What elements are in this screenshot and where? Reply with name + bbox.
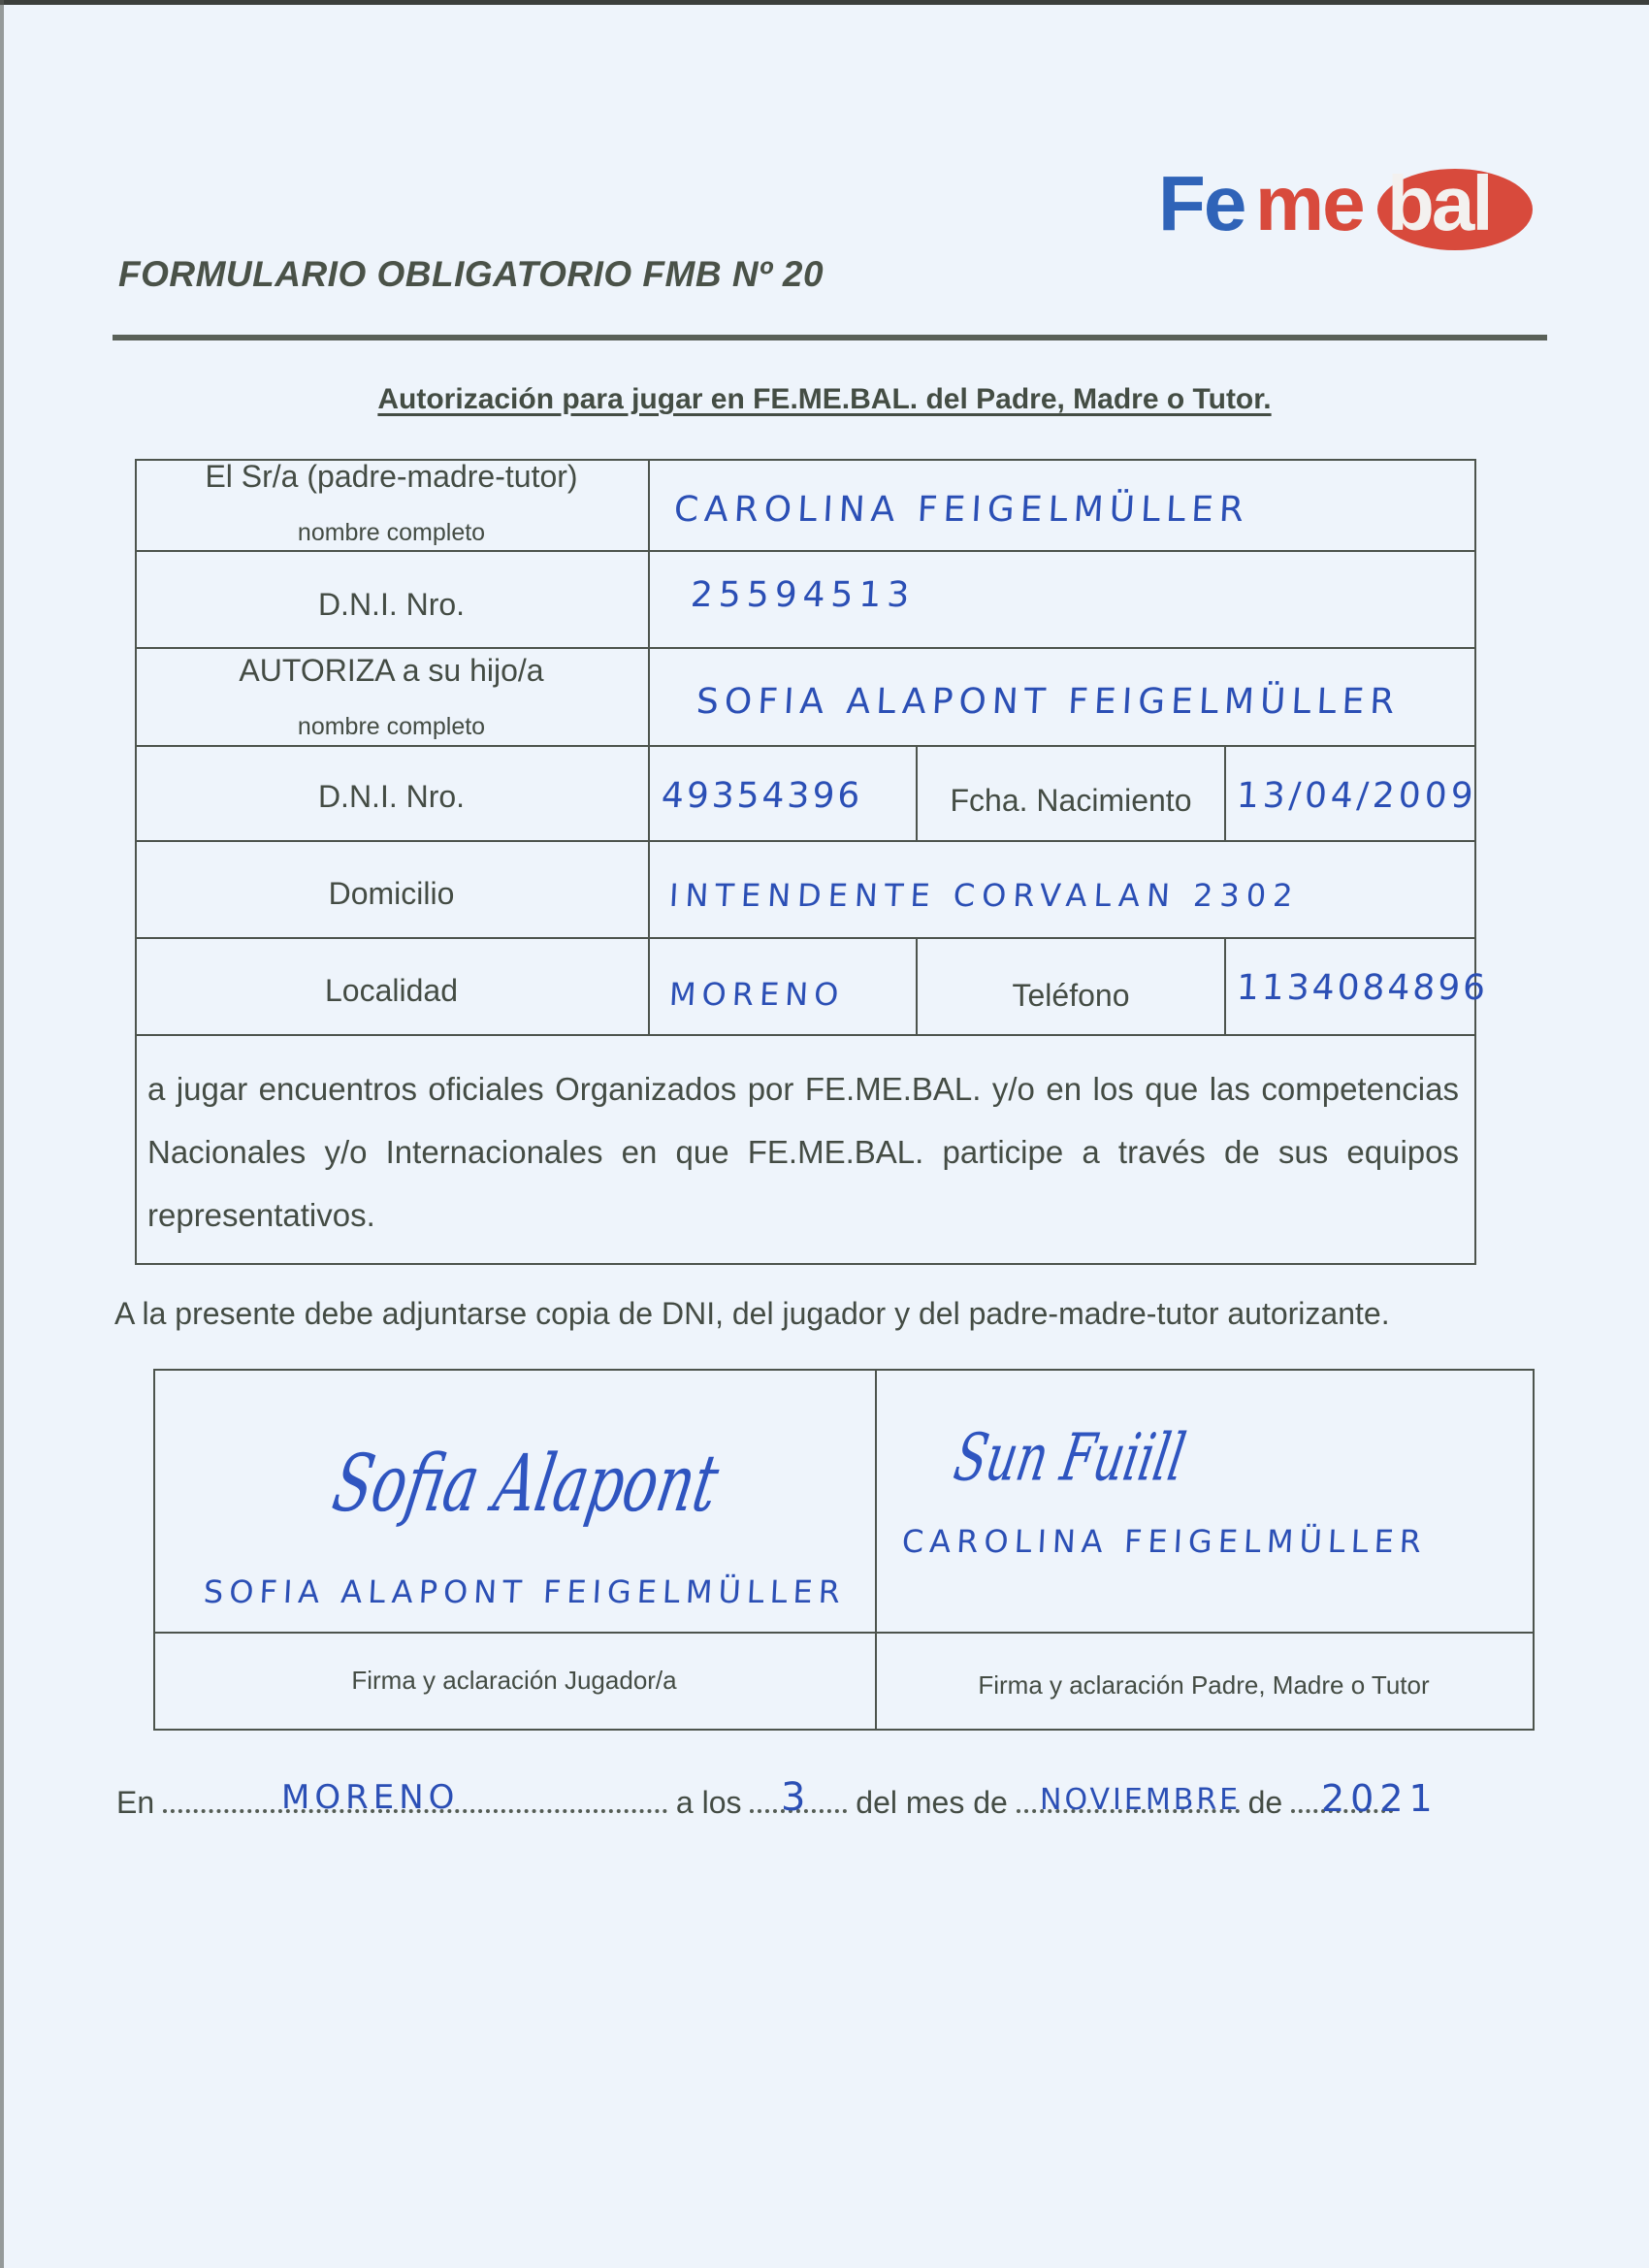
player-signature[interactable]: Sofia Alapont [326, 1437, 726, 1530]
logo-text-fe: Fe [1158, 160, 1245, 246]
guardian-dni-field[interactable]: 25594513 [689, 575, 917, 615]
table-divider [153, 1632, 1535, 1634]
address-field[interactable]: INTENDENTE CORVALAN 2302 [668, 877, 1301, 914]
player-signature-caption: Firma y aclaración Jugador/a [351, 1666, 677, 1695]
title-rule [113, 335, 1547, 340]
mes-label: del mes de [856, 1785, 1008, 1820]
table-divider [648, 459, 650, 1036]
month-field[interactable]: NOVIEMBRE [1040, 1783, 1242, 1817]
logo-text-me: me [1255, 160, 1364, 246]
table-divider [135, 840, 1476, 842]
child-label: AUTORIZA a su hijo/a [239, 653, 544, 688]
table-divider [135, 550, 1476, 552]
guardian-dni-label: D.N.I. Nro. [317, 587, 466, 622]
table-divider [1224, 937, 1226, 1034]
child-dni-label: D.N.I. Nro. [317, 779, 466, 814]
table-divider [135, 937, 1476, 939]
table-divider [1224, 745, 1226, 842]
guardian-printed-name: CAROLINA FEIGELMÜLLER [901, 1523, 1428, 1560]
day-field[interactable]: 3 [781, 1775, 811, 1820]
table-border [153, 1729, 1535, 1731]
child-name-field[interactable]: SOFIA ALAPONT FEIGELMÜLLER [695, 682, 1402, 722]
guardian-signature[interactable]: Sun Fuiill [949, 1419, 1191, 1497]
table-border [135, 459, 137, 1265]
birth-date-field[interactable]: 13/04/2009 [1235, 776, 1478, 816]
guardian-label: El Sr/a (padre-madre-tutor) [205, 459, 578, 494]
form-title: FORMULARIO OBLIGATORIO FMB Nº 20 [118, 254, 824, 294]
child-dni-field[interactable]: 49354396 [660, 776, 864, 816]
table-divider [135, 647, 1476, 649]
guardian-sublabel: nombre completo [297, 519, 486, 546]
guardian-name-field[interactable]: CAROLINA FEIGELMÜLLER [672, 490, 1250, 530]
address-label: Domicilio [328, 876, 455, 911]
table-border [1474, 459, 1476, 1265]
table-divider [135, 745, 1476, 747]
form-subtitle: Autorización para jugar en FE.ME.BAL. del Padre, Madre o Tutor. [377, 383, 1272, 415]
city-label: Localidad [325, 973, 458, 1008]
player-printed-name: SOFIA ALAPONT FEIGELMÜLLER [203, 1573, 847, 1610]
table-divider [135, 1034, 1476, 1036]
city-field[interactable]: MORENO [668, 976, 846, 1013]
birth-date-label: Fcha. Nacimiento [950, 783, 1192, 818]
year-field[interactable]: 2021 [1321, 1777, 1439, 1820]
guardian-signature-caption: Firma y aclaración Padre, Madre o Tutor [978, 1670, 1430, 1700]
attachment-note: A la presente debe adjuntarse copia de DNI, del jugador y del padre-madre-tutor autorizante. [114, 1296, 1390, 1331]
table-border [153, 1369, 1535, 1371]
en-label: En [116, 1785, 155, 1820]
scan-top-edge [0, 0, 1649, 5]
scan-left-edge [0, 0, 4, 2268]
de-label: de [1247, 1785, 1283, 1820]
table-border [1533, 1369, 1535, 1731]
authorization-text: a jugar encuentros oficiales Organizados por FE.ME.BAL. y/o en los que las competencias Nacionales y/o Internacionales en que FE.ME.BAL. participe a través de sus equipos representativos. [147, 1071, 1459, 1233]
child-sublabel: nombre completo [297, 713, 486, 740]
femebal-logo [1154, 155, 1542, 252]
table-border [135, 1263, 1476, 1265]
a-los-label: a los [675, 1785, 742, 1820]
phone-field[interactable]: 1134084896 [1235, 968, 1490, 1008]
place-field[interactable]: MORENO [281, 1778, 460, 1817]
logo-text-bal: bal [1387, 160, 1491, 246]
phone-label: Teléfono [1012, 978, 1130, 1013]
